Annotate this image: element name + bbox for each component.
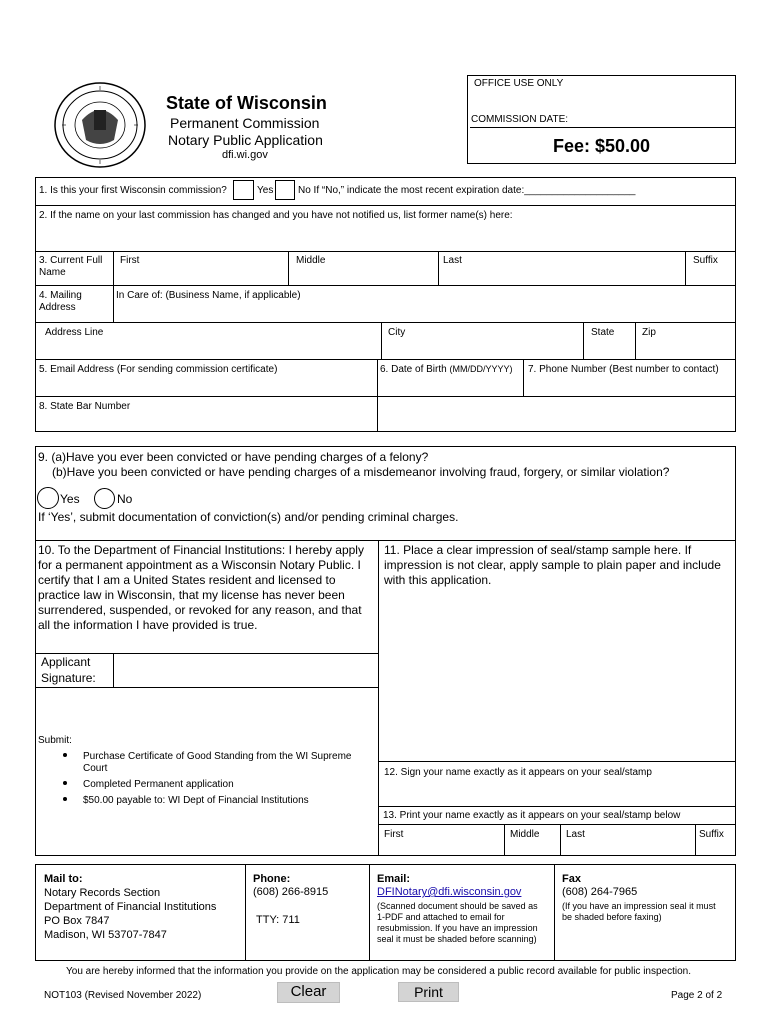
q13-label: 13. Print your name exactly as it appears on your seal/stamp below — [383, 810, 681, 821]
applicant-signature-field[interactable] — [114, 654, 377, 687]
q9b-label: (b)Have you been convicted or have pending charges of a misdemeanor involving fraud, forgery, or similar violation? — [52, 465, 670, 479]
signature-label-line1: Applicant — [41, 655, 91, 669]
divider — [377, 359, 378, 432]
suffix-label: Suffix — [693, 255, 718, 266]
email-link[interactable]: DFINotary@dfi.wisconsin.gov — [377, 886, 522, 898]
mail-line: PO Box 7847 — [44, 915, 110, 927]
q9a-label: 9. (a)Have you ever been convicted or have pending charges of a felony? — [38, 450, 429, 464]
address-line-label: Address Line — [45, 327, 104, 338]
q6-label-text: 6. Date of Birth — [380, 364, 447, 375]
divider — [554, 864, 555, 961]
q3-label: 3. Current Full Name — [39, 255, 103, 278]
mail-to-title: Mail to: — [44, 873, 83, 885]
bullet — [63, 781, 67, 785]
commission-date-label: COMMISSION DATE: — [471, 114, 569, 125]
q13-suffix-label: Suffix — [699, 829, 724, 840]
q9-note: If ‘Yes’, submit documentation of conviction(s) and/or pending criminal charges. — [38, 510, 459, 524]
submit-item-2: Completed Permanent application — [83, 779, 234, 790]
q1-label: 1. Is this your first Wisconsin commission? — [39, 185, 227, 196]
q5-label: 5. Email Address (For sending commission certificate) — [39, 364, 278, 375]
former-names-field[interactable] — [36, 224, 735, 250]
divider — [35, 396, 736, 397]
phone-number-field[interactable] — [524, 376, 735, 395]
fee-label: Fee: $50.00 — [553, 136, 651, 156]
address-line-field[interactable] — [36, 340, 380, 358]
signature-label — [41, 654, 96, 686]
q6-label — [380, 364, 512, 375]
signature-label-line2: Signature: — [41, 671, 96, 685]
q9-yes-label: Yes — [60, 492, 80, 506]
fax-note: (If you have an impression seal it must be shaded before faxing) — [562, 901, 716, 922]
q1-yes-checkbox[interactable] — [233, 180, 254, 200]
care-of-field[interactable] — [114, 302, 735, 321]
q11-text: 11. Place a clear impression of seal/stamp sample here. If impression is not clear, apply sample to plain paper and include with this application. — [384, 543, 721, 587]
mail-line: Department of Financial Institutions — [44, 901, 217, 913]
suffix-field[interactable] — [686, 266, 735, 284]
seal-last-name-field[interactable] — [561, 840, 694, 855]
mail-line: Notary Records Section — [44, 887, 161, 899]
q9-yes-radio[interactable] — [37, 487, 59, 509]
divider — [35, 359, 736, 360]
q7-label: 7. Phone Number (Best number to contact) — [528, 364, 719, 375]
zip-field[interactable] — [636, 340, 735, 358]
mail-address — [44, 886, 216, 942]
clear-button[interactable]: Clear — [277, 982, 340, 1003]
state-bar-number-field[interactable] — [36, 413, 376, 431]
phone-title: Phone: — [253, 873, 291, 885]
seal-impression-area[interactable] — [379, 590, 735, 760]
state-seal — [52, 80, 148, 170]
q9-no-radio[interactable] — [94, 488, 115, 509]
q9-no-label: No — [117, 492, 133, 506]
q10-text: 10. To the Department of Financial Institutions: I hereby apply for a permanent appointment as a Wisconsin Notary Public. I certify that I am a United States resident and licensed to practice law in Wisconsin, that my license has never been surrendered, suspended, or revoked for any reason, and that all the information I have provided is true. — [38, 543, 364, 632]
email-title: Email: — [377, 873, 411, 885]
submit-item-1: Purchase Certificate of Good Standing from the WI Supreme Court — [83, 751, 352, 774]
divider — [35, 205, 736, 206]
q2-label: 2. If the name on your last commission has changed and you have not notified us, list former name(s) here: — [39, 210, 513, 221]
q1-no-label: No If “No,” indicate the most recent expiration date:____________________ — [298, 185, 636, 196]
mail-line: Madison, WI 53707-7847 — [44, 929, 167, 941]
divider — [35, 285, 736, 286]
email-note: (Scanned document should be saved as 1-PDF and attached to email for resubmission. If you have an impression seal it must be shaded before scanning) — [377, 901, 538, 944]
divider — [378, 761, 736, 762]
q1-yes-label: Yes — [257, 185, 274, 196]
fax-number: (608) 264-7965 — [562, 886, 638, 898]
email-field[interactable] — [36, 376, 376, 395]
phone-number: (608) 266-8915 — [253, 886, 329, 898]
city-field[interactable] — [382, 340, 582, 358]
divider — [35, 251, 736, 252]
public-record-notice: You are hereby informed that the information you provide on the application may be considered a public record available for public inspection. — [66, 966, 692, 977]
zip-label: Zip — [642, 327, 656, 338]
divider — [470, 127, 736, 128]
city-label: City — [388, 327, 406, 338]
page-number: Page 2 of 2 — [671, 990, 723, 1001]
middle-name-label: Middle — [296, 255, 326, 266]
office-use-label: OFFICE USE ONLY — [474, 78, 564, 89]
website: dfi.wi.gov — [222, 149, 268, 161]
state-label: State — [591, 327, 615, 338]
last-name-field[interactable] — [439, 266, 684, 284]
first-name-label: First — [120, 255, 140, 266]
date-of-birth-field[interactable] — [378, 376, 522, 395]
divider — [35, 322, 736, 323]
fax-title: Fax — [562, 873, 581, 885]
q1-no-checkbox[interactable] — [275, 180, 295, 200]
seal-signature-field[interactable] — [379, 779, 735, 805]
q4-label: 4. Mailing Address — [39, 290, 82, 313]
q13-last-label: Last — [566, 829, 585, 840]
last-name-label: Last — [443, 255, 462, 266]
q13-first-label: First — [384, 829, 404, 840]
print-button[interactable]: Print — [398, 982, 459, 1002]
subtitle-permanent-commission: Permanent Commission — [170, 115, 320, 131]
seal-first-name-field[interactable] — [379, 840, 503, 855]
submit-label: Submit: — [38, 735, 72, 746]
first-name-field[interactable] — [114, 266, 287, 284]
divider — [378, 824, 736, 825]
care-of-label: In Care of: (Business Name, if applicable) — [116, 290, 301, 301]
page-title: State of Wisconsin — [166, 93, 327, 113]
bullet — [63, 797, 67, 801]
tty-number: TTY: 711 — [256, 914, 300, 926]
seal-middle-name-field[interactable] — [505, 840, 559, 855]
submit-item-3: $50.00 payable to: WI Dept of Financial Institutions — [83, 795, 309, 806]
seal-suffix-field[interactable] — [696, 840, 735, 855]
q8-label: 8. State Bar Number — [39, 401, 131, 412]
bullet — [63, 753, 67, 757]
q13-middle-label: Middle — [510, 829, 540, 840]
form-id: NOT103 (Revised November 2022) — [44, 990, 202, 1001]
divider — [378, 806, 736, 807]
q12-label: 12. Sign your name exactly as it appears on your seal/stamp — [384, 767, 652, 778]
divider — [245, 864, 246, 961]
state-field[interactable] — [584, 340, 634, 358]
subtitle-notary-application: Notary Public Application — [168, 132, 323, 148]
middle-name-field[interactable] — [289, 266, 437, 284]
q6-format: (MM/DD/YYYY) — [449, 364, 513, 374]
divider — [369, 864, 370, 961]
